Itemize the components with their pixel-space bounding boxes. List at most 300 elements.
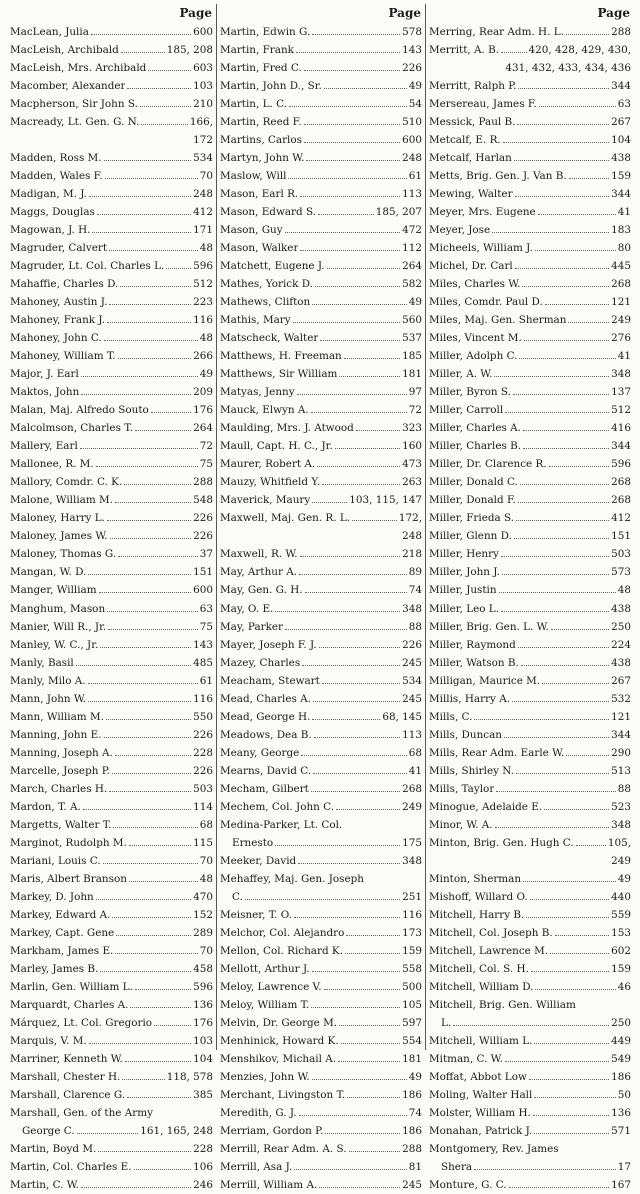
dot-leader	[100, 647, 191, 648]
index-entry	[220, 978, 422, 996]
index-entry	[220, 1050, 422, 1068]
entry-name: Meeker, David	[220, 854, 297, 867]
entry-name: Marriner, Kenneth W.	[10, 1052, 123, 1065]
dot-leader	[516, 773, 609, 774]
index-entry	[220, 185, 422, 203]
entry-name: Marshall, Chester H.	[10, 1070, 121, 1083]
entry-pages: 500	[402, 980, 422, 993]
entry-name: George C.	[22, 1124, 75, 1137]
index-entry	[429, 545, 631, 563]
entry-name: Maggs, Douglas	[10, 206, 95, 219]
entry-name: Mellon, Col. Richard K.	[220, 944, 343, 957]
entry-pages: 600	[402, 134, 422, 147]
index-entry	[429, 95, 631, 113]
index-entry	[429, 726, 631, 744]
dot-leader	[494, 376, 609, 377]
dot-leader	[312, 1079, 407, 1080]
entry-name: Merrill, Rear Adm. A. S.	[220, 1142, 347, 1155]
dot-leader	[346, 935, 400, 936]
entry-pages: 115	[193, 836, 213, 849]
entry-pages: 137	[611, 386, 631, 399]
entry-pages: 248	[402, 530, 422, 543]
index-entry	[220, 852, 422, 870]
dot-leader	[285, 629, 407, 630]
index-entry	[10, 906, 213, 924]
dot-leader	[347, 1097, 400, 1098]
dot-leader	[127, 1097, 191, 1098]
dot-leader	[302, 665, 400, 666]
dot-leader	[317, 466, 400, 467]
index-entry	[10, 113, 213, 131]
entry-pages: 248	[402, 152, 422, 165]
entry-name: Miller, Watson B.	[429, 656, 519, 669]
dot-leader	[296, 52, 400, 53]
dot-leader	[105, 178, 198, 179]
index-entry	[10, 672, 213, 690]
entry-name: Markey, Edward A.	[10, 908, 111, 921]
entry-pages: 160	[402, 440, 422, 453]
dot-leader	[505, 412, 609, 413]
dot-leader	[121, 52, 165, 53]
entry-name: Marshall, Clarence G.	[10, 1088, 126, 1101]
dot-leader	[304, 70, 400, 71]
entry-pages: 512	[193, 278, 213, 291]
dot-leader	[523, 881, 616, 882]
entry-name: Meloy, Lawrence V.	[220, 980, 322, 993]
entry-pages: 412	[611, 512, 631, 525]
entry-pages: 103, 115, 147	[349, 494, 422, 507]
dot-leader	[304, 142, 400, 143]
entry-pages: 573	[611, 566, 631, 579]
index-entry	[220, 834, 422, 852]
entry-name: Meyer, Mrs. Eugene	[429, 206, 536, 219]
index-entry	[429, 1068, 631, 1086]
dot-leader	[112, 773, 191, 774]
index-entry	[220, 275, 422, 293]
dot-leader	[341, 1043, 401, 1044]
index-entry	[220, 1086, 422, 1104]
dot-leader	[314, 737, 401, 738]
entry-pages: 121	[611, 710, 631, 723]
index-entry	[220, 708, 422, 726]
dot-leader	[495, 827, 610, 828]
dot-leader	[352, 520, 397, 521]
entry-pages: 290	[611, 746, 631, 759]
entry-pages: 554	[402, 1034, 422, 1047]
dot-leader	[313, 773, 407, 774]
dot-leader	[107, 520, 191, 521]
index-entry	[220, 924, 422, 942]
entry-pages: 159	[611, 962, 631, 975]
entry-pages: 534	[193, 152, 213, 165]
entry-pages: 49	[617, 872, 631, 885]
entry-pages: 113	[402, 188, 422, 201]
index-entry	[10, 924, 213, 942]
entry-name: MacLean, Julia	[10, 26, 89, 38]
entry-pages: 185, 207	[375, 206, 422, 219]
index-entry	[10, 816, 213, 834]
dot-leader	[514, 160, 609, 161]
dot-leader	[107, 322, 191, 323]
dot-leader	[289, 106, 407, 107]
entry-pages: 226	[402, 638, 422, 651]
dot-leader	[154, 1025, 191, 1026]
index-entry	[429, 654, 631, 672]
entry-name: Marlin, Gen. William L.	[10, 980, 133, 993]
dot-leader	[550, 953, 609, 954]
index-entry	[220, 545, 422, 563]
entry-name: Merring, Rear Adm. H. L.	[429, 26, 564, 38]
index-entry	[220, 816, 422, 834]
index-entry	[220, 419, 422, 437]
index-entry	[220, 77, 422, 95]
dot-leader	[305, 592, 407, 593]
index-entry	[220, 509, 422, 527]
index-entry	[429, 906, 631, 924]
entry-name: Ernesto	[232, 836, 274, 849]
index-entry	[220, 942, 422, 960]
index-entry	[10, 690, 213, 708]
entry-name: Melchor, Col. Alejandro	[220, 926, 345, 939]
dot-leader	[245, 899, 400, 900]
entry-name: Menzies, John W.	[220, 1070, 310, 1083]
entry-name: Merrill, Asa J.	[220, 1160, 293, 1173]
entry-pages: 186	[611, 1070, 631, 1083]
entry-name: Malone, William M.	[10, 494, 113, 507]
index-entry	[429, 113, 631, 131]
dot-leader	[311, 412, 407, 413]
entry-name: Martin, Boyd M.	[10, 1142, 97, 1155]
dot-leader	[293, 322, 401, 323]
entry-name: Manning, John E.	[10, 728, 102, 741]
entry-name: Matscheck, Walter	[220, 332, 319, 345]
index-entry	[220, 95, 422, 113]
dot-leader	[129, 845, 191, 846]
dot-leader	[96, 899, 191, 900]
dot-leader	[311, 791, 400, 792]
entry-pages: 267	[611, 674, 631, 687]
entry-pages: 186	[402, 1088, 422, 1101]
entry-pages: 344	[611, 440, 631, 453]
entry-name: Maris, Albert Branson	[10, 872, 127, 885]
entry-name: Martyn, John W.	[220, 152, 305, 165]
entry-name: Maloney, James W.	[10, 530, 108, 543]
index-entry	[429, 762, 631, 780]
dot-leader	[92, 232, 191, 233]
entry-name: Mason, Earl R.	[220, 188, 299, 201]
entry-name: Merriam, Gordon P.	[220, 1124, 324, 1137]
dot-leader	[339, 1025, 400, 1026]
entry-name: Magruder, Lt. Col. Charles L.	[10, 260, 165, 273]
dot-leader	[474, 719, 609, 720]
entry-pages: 104	[193, 1052, 213, 1065]
entry-pages: 348	[402, 854, 422, 867]
entry-pages: 420, 428, 429, 430,	[528, 44, 631, 57]
entry-name: Manghum, Mason	[10, 602, 106, 615]
entry-name: Monture, G. C.	[429, 1179, 507, 1191]
entry-name: Mills, Duncan	[429, 728, 502, 741]
entry-pages: 106	[193, 1160, 213, 1173]
entry-pages: 602	[611, 944, 631, 957]
entry-pages: 438	[611, 656, 631, 669]
index-entry	[10, 473, 213, 491]
index-entry	[220, 888, 422, 906]
index-entry	[10, 1158, 213, 1176]
index-entry	[429, 563, 631, 581]
entry-name: Meany, George	[220, 746, 300, 759]
dot-leader	[339, 376, 400, 377]
dot-leader	[127, 88, 191, 89]
index-entry	[220, 906, 422, 924]
index-entry	[429, 1122, 631, 1140]
index-entry	[220, 1140, 422, 1158]
entry-pages: 48	[617, 584, 631, 597]
entry-name: Meisner, T. O.	[220, 908, 292, 921]
entry-name: Mardon, T. A.	[10, 800, 81, 813]
entry-name: Miller, Byron S.	[429, 386, 511, 399]
dot-leader	[304, 124, 401, 125]
entry-pages: 209	[193, 386, 213, 399]
entry-pages: 136	[611, 1106, 631, 1119]
entry-name: Markey, D. John	[10, 890, 94, 903]
dot-leader	[124, 484, 191, 485]
entry-name: Mauck, Elwyn A.	[220, 404, 309, 417]
dot-leader	[109, 250, 198, 251]
entry-name: Monahan, Patrick J.	[429, 1124, 533, 1137]
dot-leader	[104, 340, 198, 341]
entry-pages: 503	[611, 548, 631, 561]
entry-name: Meyer, Jose	[429, 224, 491, 237]
dot-leader	[298, 863, 400, 864]
index-entry	[10, 41, 213, 59]
index-entry	[10, 1104, 213, 1122]
entry-pages: 224	[611, 638, 631, 651]
entry-name: Madden, Wales F.	[10, 170, 103, 183]
entry-pages: 228	[193, 746, 213, 759]
column-header: Page	[597, 6, 630, 20]
entry-name: Manley, W. C., Jr.	[10, 638, 99, 651]
index-entry	[10, 1086, 213, 1104]
dot-leader	[113, 827, 197, 828]
entry-name: Maxwell, Maj. Gen. R. L.	[220, 512, 351, 525]
index-entry	[429, 834, 631, 852]
entry-pages: 416	[611, 422, 631, 435]
dot-leader	[319, 647, 400, 648]
dot-leader	[301, 755, 407, 756]
index-entry	[10, 1176, 213, 1194]
entry-pages: 105	[402, 998, 422, 1011]
index-entry	[220, 401, 422, 419]
dot-leader	[453, 1025, 609, 1026]
dot-leader	[526, 917, 609, 918]
entry-pages: 151	[611, 530, 631, 543]
index-entry	[10, 527, 213, 545]
index-entry	[429, 293, 631, 311]
entry-name: Malcolmson, Charles T.	[10, 422, 133, 435]
dot-leader	[531, 971, 609, 972]
index-entry	[429, 1050, 631, 1068]
dot-leader	[108, 629, 198, 630]
dot-leader	[299, 574, 407, 575]
index-entry	[220, 1158, 422, 1176]
dot-leader	[81, 1187, 191, 1188]
entry-pages: 344	[611, 728, 631, 741]
index-entry	[220, 1122, 422, 1140]
entry-name: March, Charles H.	[10, 782, 108, 795]
entry-name: Mahoney, Austin J.	[10, 296, 108, 309]
index-entry	[10, 834, 213, 852]
entry-pages: 68	[199, 818, 213, 831]
index-entry	[10, 708, 213, 726]
dot-leader	[509, 1187, 610, 1188]
dot-leader	[76, 665, 191, 666]
entry-pages: 70	[199, 170, 213, 183]
index-entry	[429, 1140, 631, 1158]
entry-pages: 412	[193, 206, 213, 219]
entry-name: Miller, Glenn D.	[429, 530, 512, 543]
entry-pages: 550	[193, 710, 213, 723]
index-entry	[10, 996, 213, 1014]
dot-leader	[116, 935, 191, 936]
entry-pages: 245	[402, 692, 422, 705]
entry-name: Mahaffie, Charles D.	[10, 278, 119, 291]
index-entry	[429, 131, 631, 149]
entry-name: Mayer, Joseph F. J.	[220, 638, 317, 651]
index-entry	[10, 978, 213, 996]
entry-name: Melvin, Dr. George M.	[220, 1016, 338, 1029]
entry-pages: 534	[402, 674, 422, 687]
dot-leader	[324, 989, 401, 990]
index-entry	[220, 131, 422, 149]
entry-pages: 251	[402, 890, 422, 903]
entry-name: Maloney, Harry L.	[10, 512, 105, 525]
dot-leader	[335, 448, 400, 449]
entry-name: Mitchell, Brig. Gen. William	[429, 998, 576, 1011]
entry-name: Mitchell, Harry B.	[429, 908, 525, 921]
dot-leader	[513, 394, 609, 395]
entry-pages: 503	[193, 782, 213, 795]
entry-name: May, O. E.	[220, 602, 274, 615]
entry-pages: 97	[408, 386, 422, 399]
dot-leader	[91, 34, 191, 35]
entry-pages: 578	[402, 26, 422, 38]
entry-name: Matyas, Jenny	[220, 386, 295, 399]
index-entry	[220, 113, 422, 131]
entry-pages: 114	[193, 800, 213, 813]
entry-pages: 68, 145	[382, 710, 422, 723]
index-entry	[429, 798, 631, 816]
index-entry	[220, 654, 422, 672]
entry-name: Mariani, Louis C.	[10, 854, 101, 867]
dot-leader	[502, 574, 609, 575]
entry-name: Marquardt, Charles A.	[10, 998, 129, 1011]
dot-leader	[501, 556, 609, 557]
entry-name: Minton, Sherman	[429, 872, 522, 885]
index-entry	[10, 1014, 213, 1032]
dot-leader	[89, 196, 191, 197]
index-entry	[429, 437, 631, 455]
entry-name: Mason, Guy	[220, 224, 283, 237]
entry-name: Montgomery, Rev. James	[429, 1142, 559, 1155]
entry-pages: 246	[193, 1179, 213, 1191]
entry-pages: 348	[611, 818, 631, 831]
entry-pages: 74	[408, 1106, 422, 1119]
entry-name: Meacham, Stewart	[220, 674, 320, 687]
entry-name: Márquez, Lt. Col. Gregorio	[10, 1016, 153, 1029]
entry-name: Metcalf, E. R.	[429, 134, 501, 147]
entry-pages: 510	[402, 116, 422, 129]
entry-name: Maslow, Will	[220, 170, 287, 183]
dot-leader	[297, 394, 407, 395]
entry-name: Moling, Walter Hall	[429, 1088, 533, 1101]
entry-pages: 485	[193, 656, 213, 669]
index-entry	[429, 455, 631, 473]
index-entry	[429, 672, 631, 690]
entry-pages: 105,	[607, 836, 631, 849]
dot-leader	[518, 88, 609, 89]
dot-leader	[517, 124, 609, 125]
dot-leader	[576, 845, 606, 846]
dot-leader	[312, 971, 401, 972]
index-entry	[220, 437, 422, 455]
entry-pages: 470	[193, 890, 213, 903]
entry-name: Mead, George H.	[220, 710, 311, 723]
index-entry	[10, 1122, 213, 1140]
index-entry	[10, 509, 213, 527]
entry-name: Macomber, Alexander	[10, 80, 126, 93]
dot-leader	[275, 845, 400, 846]
entry-pages: 548	[193, 494, 213, 507]
index-entry	[429, 59, 631, 77]
entry-pages: 226	[402, 62, 422, 75]
dot-leader	[115, 953, 197, 954]
entry-name: Mills, Shirley N.	[429, 764, 515, 777]
entry-pages: 172	[193, 134, 213, 147]
dot-leader	[148, 70, 191, 71]
index-entry	[10, 419, 213, 437]
entry-pages: 288	[611, 26, 631, 38]
column-header: Page	[388, 6, 421, 20]
dot-leader	[504, 737, 609, 738]
dot-leader	[503, 142, 609, 143]
entry-name: Miles, Maj. Gen. Sherman	[429, 314, 567, 327]
index-entry	[220, 780, 422, 798]
index-entry	[10, 167, 213, 185]
entry-pages: 523	[611, 800, 631, 813]
index-entry	[429, 870, 631, 888]
index-entry	[10, 329, 213, 347]
dot-leader	[356, 430, 400, 431]
entry-name: Martin, Fred C.	[220, 62, 302, 75]
dot-leader	[299, 1115, 407, 1116]
entry-name: Mechem, Col. John C.	[220, 800, 335, 813]
dot-leader	[104, 160, 192, 161]
dot-leader	[312, 304, 407, 305]
dot-leader	[530, 899, 610, 900]
entry-pages: 113	[402, 728, 422, 741]
entry-pages: 161, 165, 248	[140, 1124, 213, 1137]
entry-name: Martin, Col. Charles E.	[10, 1160, 132, 1173]
entry-name: Malan, Maj. Alfredo Souto	[10, 404, 149, 417]
entry-pages: 288	[402, 1142, 422, 1155]
dot-leader	[336, 809, 400, 810]
index-entry	[429, 600, 631, 618]
entry-pages: 559	[611, 908, 631, 921]
dot-leader	[115, 502, 191, 503]
entry-pages: 226	[193, 530, 213, 543]
index-entry	[10, 581, 213, 599]
entry-pages: 89	[408, 566, 422, 579]
